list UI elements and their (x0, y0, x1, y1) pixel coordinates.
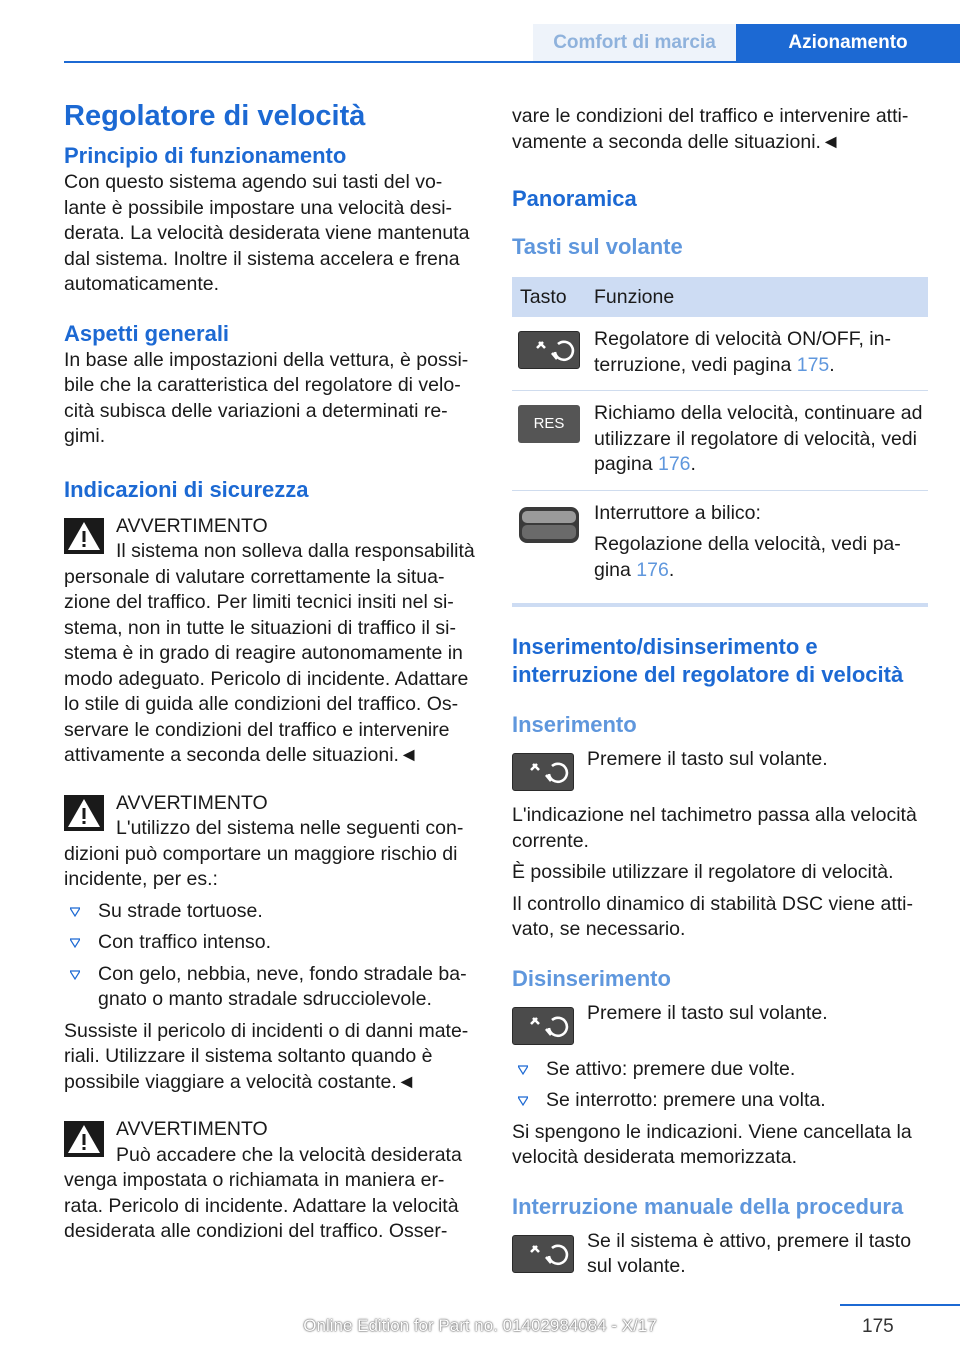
warning-triangle-icon (64, 795, 104, 831)
row3-text1: Interruttore a bilico: (594, 501, 761, 524)
interruzione-instruction: Se il sistema è attivo, premere il tasto sul volante. (512, 1229, 932, 1280)
disins-after: Si spengono le indicazioni. Viene cancellata la velocità desiderata memorizzata. (512, 1120, 912, 1168)
page-link-175[interactable]: 175 (796, 353, 830, 376)
warning-triangle-icon (64, 518, 104, 554)
disinserimento-heading: Disinserimento (512, 965, 671, 991)
principio-text: Con questo sistema agendo sui tasti del vo-lante è possibile impostare una velocità desi-derata. La velocità desiderata viene mantenuta dal sistema. Inoltre il sistema accelera e frena automaticamente. (64, 171, 470, 295)
page-link-176[interactable]: 176 (636, 558, 669, 581)
ins-text-3: Il controllo dinamico di stabilità DSC viene atti-vato, se necessario. (512, 892, 914, 940)
warning-2 (64, 791, 482, 817)
ins-heading: Inserimento/disinserimento e interruzione del regolatore di velocità (512, 634, 904, 687)
bullet-triangle-icon (70, 907, 80, 917)
row1-text: Regolatore di velocità ON/OFF, in-terruzione, vedi pagina (594, 328, 891, 376)
disinserimento-instruction: Premere il tasto sul volante. (512, 1001, 932, 1049)
bullet-triangle-icon (70, 938, 80, 948)
cruise-control-key-icon (512, 753, 574, 791)
inserimento-instruction: Premere il tasto sul volante. (512, 747, 932, 795)
warning-1-title: AVVERTIMENTO (116, 514, 268, 537)
disinserimento-list (512, 1057, 932, 1114)
header-chapter: Azionamento (736, 24, 960, 62)
sicurezza-heading: Indicazioni di sicurezza (64, 476, 309, 502)
table-header-tasto: Tasto (512, 277, 594, 317)
page-number-rule (840, 1304, 960, 1306)
interruzione-heading: Interruzione manuale della procedura (512, 1193, 904, 1219)
continued-text: vare le condizioni del traffico e intervenire atti-vamente a seconda delle situazioni.◄ (512, 105, 909, 153)
table-row: RES Richiamo della velocità, continuare ad utilizzare il regolatore di velocità, vedi pagina 176. (512, 391, 928, 491)
warning-3 (64, 1117, 482, 1143)
warning-2-body: L'utilizzo del sistema nelle seguenti con-dizioni può comportare un maggiore rischio di incidente, per es.: (64, 817, 464, 890)
tasti-heading: Tasti sul volante (512, 234, 683, 259)
table-row: Regolatore di velocità ON/OFF, in-terruzione, vedi pagina 175. (512, 317, 928, 391)
table-header-funzione: Funzione (594, 277, 928, 317)
cruise-control-key-icon (518, 331, 580, 369)
header-rule (64, 61, 960, 63)
principio-heading: Principio di funzionamento (64, 143, 347, 168)
aspetti-heading: Aspetti generali (64, 320, 230, 346)
ins-text-1: L'indicazione nel tachimetro passa alla velocità corrente. (512, 804, 917, 852)
bullet-triangle-icon (518, 1065, 528, 1075)
warning-triangle-icon (64, 1121, 104, 1157)
warning-2-title: AVVERTIMENTO (116, 791, 268, 814)
ins-text-2: È possibile utilizzare il regolatore di velocità. (512, 861, 894, 883)
warning-1-body: Il sistema non solleva dalla responsabilità personale di valutare correttamente la situa-zione del traffico. Per limiti tecnici insiti nel si-stema, non in tutte le situazioni di traffico il si-stema è in grado di reagire autonomamente in modo adeguato. Pericolo di incidente. Adattare lo stile di guida alle condizioni del traffico. Os-servare le condizioni del traffico e intervenire attivamente a seconda delle situazioni.◄ (64, 540, 475, 766)
warning-2-after: Sussiste il pericolo di incidenti o di danni mate-riali. Utilizzare il sistema soltanto quando è possibile viaggiare a velocità costante.◄ (64, 1019, 469, 1093)
rocker-switch-icon (518, 505, 580, 545)
page-number: 175 (862, 1316, 894, 1337)
bullet-triangle-icon (70, 970, 80, 980)
list-item: Con traffico intenso. (64, 930, 482, 956)
right-column (512, 104, 932, 1280)
keys-table (512, 277, 928, 595)
bullet-triangle-icon (518, 1096, 528, 1106)
warning-2-list (64, 899, 482, 1013)
page-link-176[interactable]: 176 (657, 453, 691, 475)
table-row: Interruttore a bilico: Regolazione della velocità, vedi pa-gina 176. (512, 490, 928, 595)
edition-footer: Online Edition for Part no. 01402984084 - X/17 (303, 1316, 657, 1335)
panoramica-heading: Panoramica (512, 186, 637, 211)
row3-text2: Regolazione della velocità, vedi pa-gina (594, 533, 901, 581)
page-title: Regolatore di velocità (64, 100, 366, 132)
aspetti-text: In base alle impostazioni della vettura, è possi-bile che la caratteristica del regolatore di velo-cità subisca delle variazioni a determinati re-gimi. (64, 348, 469, 447)
row2-text: Richiamo della velocità, continuare ad utilizzare il regolatore di velocità, vedi pagina (594, 402, 923, 475)
list-item: Con gelo, nebbia, neve, fondo stradale ba-gnato o manto stradale sdrucciolevole. (64, 962, 482, 1013)
inserimento-heading: Inserimento (512, 712, 637, 737)
cruise-control-key-icon (512, 1235, 574, 1273)
list-item: Se interrotto: premere una volta. (512, 1088, 932, 1114)
left-column (64, 96, 482, 1245)
list-item: Su strade tortuose. (64, 899, 482, 925)
warning-3-title: AVVERTIMENTO (116, 1118, 268, 1140)
warning-3-body: Può accadere che la velocità desiderata venga impostata o richiamata in maniera er-rata. Pericolo di incidente. Adattare la velocità desiderata alle condizioni del traffico. Osser- (64, 1143, 462, 1242)
table-end-rule (512, 603, 928, 607)
res-key-icon: RES (518, 405, 580, 443)
cruise-control-key-icon (512, 1007, 574, 1045)
warning-1 (64, 514, 482, 540)
list-item: Se attivo: premere due volte. (512, 1057, 932, 1083)
header-section: Comfort di marcia (533, 24, 736, 62)
